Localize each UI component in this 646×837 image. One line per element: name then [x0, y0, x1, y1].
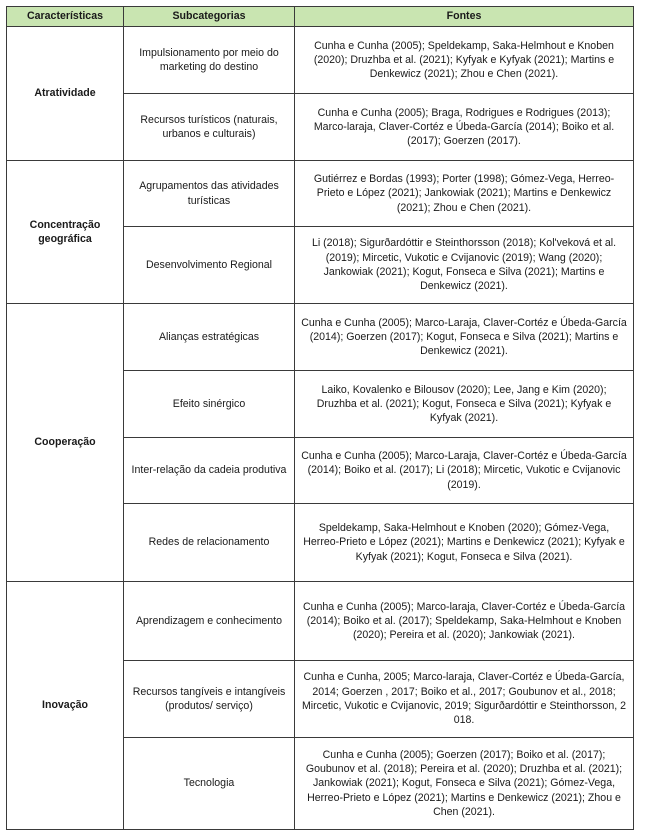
- sources-cell: Cunha e Cunha (2005); Goerzen (2017); Boiko et al. (2017); Goubunov et al. (2018); Pereira et al. (2020); Druzhba et al. (2021); Jankowiak (2021); Kogut, Fonseca e Silva (2021); Gómez-Vega, Herreo-Prieto e López (2021); Martins e Denkewicz (2021); Zhou e Chen (2021).: [295, 738, 634, 830]
- header-fontes: Fontes: [295, 7, 634, 27]
- sources-cell: Laiko, Kovalenko e Bilousov (2020); Lee, Jang e Kim (2020); Druzhba et al. (2021); Kogut, Fonseca e Silva (2021); Kyfyak e Kyfyak (2021).: [295, 371, 634, 438]
- subcategory-cell: Aprendizagem e conhecimento: [124, 582, 295, 661]
- subcategory-cell: Impulsionamento por meio do marketing do destino: [124, 27, 295, 94]
- references-table: [6, 6, 634, 830]
- subcategory-cell: Agrupamentos das atividades turísticas: [124, 161, 295, 227]
- header-row: [7, 7, 634, 27]
- header-subcategorias: Subcategorias: [124, 7, 295, 27]
- sources-cell: Cunha e Cunha (2005); Speldekamp, Saka-Helmhout e Knoben (2020); Druzhba et al. (2021); Kyfyak e Kyfyak (2021); Martins e Denkewicz (2021); Zhou e Chen (2021).: [295, 27, 634, 94]
- category-cell: Atratividade: [7, 27, 124, 161]
- subcategory-cell: Tecnologia: [124, 738, 295, 830]
- sources-cell: Gutiérrez e Bordas (1993); Porter (1998); Gómez-Vega, Herreo-Prieto e López (2021); Jankowiak (2021); Martins e Denkewicz (2021); Zhou e Chen (2021).: [295, 161, 634, 227]
- table-row: [7, 304, 634, 371]
- table-row: [7, 582, 634, 661]
- subcategory-cell: Recursos turísticos (naturais, urbanos e culturais): [124, 94, 295, 161]
- sources-cell: Cunha e Cunha, 2005; Marco-laraja, Claver-Cortéz e Úbeda-García, 2014; Goerzen , 2017; Boiko et al., 2017; Goubunov et al., 2018; Mircetic, Vukotic e Cvijanovic, 2019; Sigurðardóttir e Steinthorsson, 2 018.: [295, 661, 634, 738]
- sources-cell: Li (2018); Sigurðardóttir e Steinthorsson (2018); Kol'veková et al. (2019); Mircetic, Vukotic e Cvijanovic (2019); Wang (2020); Jankowiak (2021); Kogut, Fonseca e Silva (2021); Martins e Denkewicz (2021).: [295, 227, 634, 304]
- sources-cell: Cunha e Cunha (2005); Marco-Laraja, Claver-Cortéz e Úbeda-García (2014); Goerzen (2017); Kogut, Fonseca e Silva (2021); Martins e Denkewicz (2021).: [295, 304, 634, 371]
- subcategory-cell: Desenvolvimento Regional: [124, 227, 295, 304]
- sources-cell: Cunha e Cunha (2005); Marco-laraja, Claver-Cortéz e Úbeda-García (2014); Boiko et al. (2017); Speldekamp, Saka-Helmhout e Knoben (2020); Pereira et al. (2020); Jankowiak (2021).: [295, 582, 634, 661]
- subcategory-cell: Efeito sinérgico: [124, 371, 295, 438]
- table-row: [7, 27, 634, 94]
- header-caracteristicas: Características: [7, 7, 124, 27]
- category-cell: Cooperação: [7, 304, 124, 582]
- sources-cell: Speldekamp, Saka-Helmhout e Knoben (2020); Gómez-Vega, Herreo-Prieto e López (2021); Martins e Denkewicz (2021); Kyfyak e Kyfyak (2021); Kogut, Fonseca e Silva (2021).: [295, 504, 634, 582]
- table-row: [7, 161, 634, 227]
- sources-cell: Cunha e Cunha (2005); Marco-Laraja, Claver-Cortéz e Úbeda-García (2014); Boiko et al. (2017); Li (2018); Mircetic, Vukotic e Cvijanovic (2019).: [295, 438, 634, 504]
- subcategory-cell: Inter-relação da cadeia produtiva: [124, 438, 295, 504]
- subcategory-cell: Recursos tangíveis e intangíveis (produtos/ serviço): [124, 661, 295, 738]
- category-cell: Concentração geográfica: [7, 161, 124, 304]
- subcategory-cell: Redes de relacionamento: [124, 504, 295, 582]
- sources-cell: Cunha e Cunha (2005); Braga, Rodrigues e Rodrigues (2013); Marco-laraja, Claver-Cortéz e Úbeda-García (2014); Boiko et al. (2017); Goerzen (2017).: [295, 94, 634, 161]
- subcategory-cell: Alianças estratégicas: [124, 304, 295, 371]
- category-cell: Inovação: [7, 582, 124, 830]
